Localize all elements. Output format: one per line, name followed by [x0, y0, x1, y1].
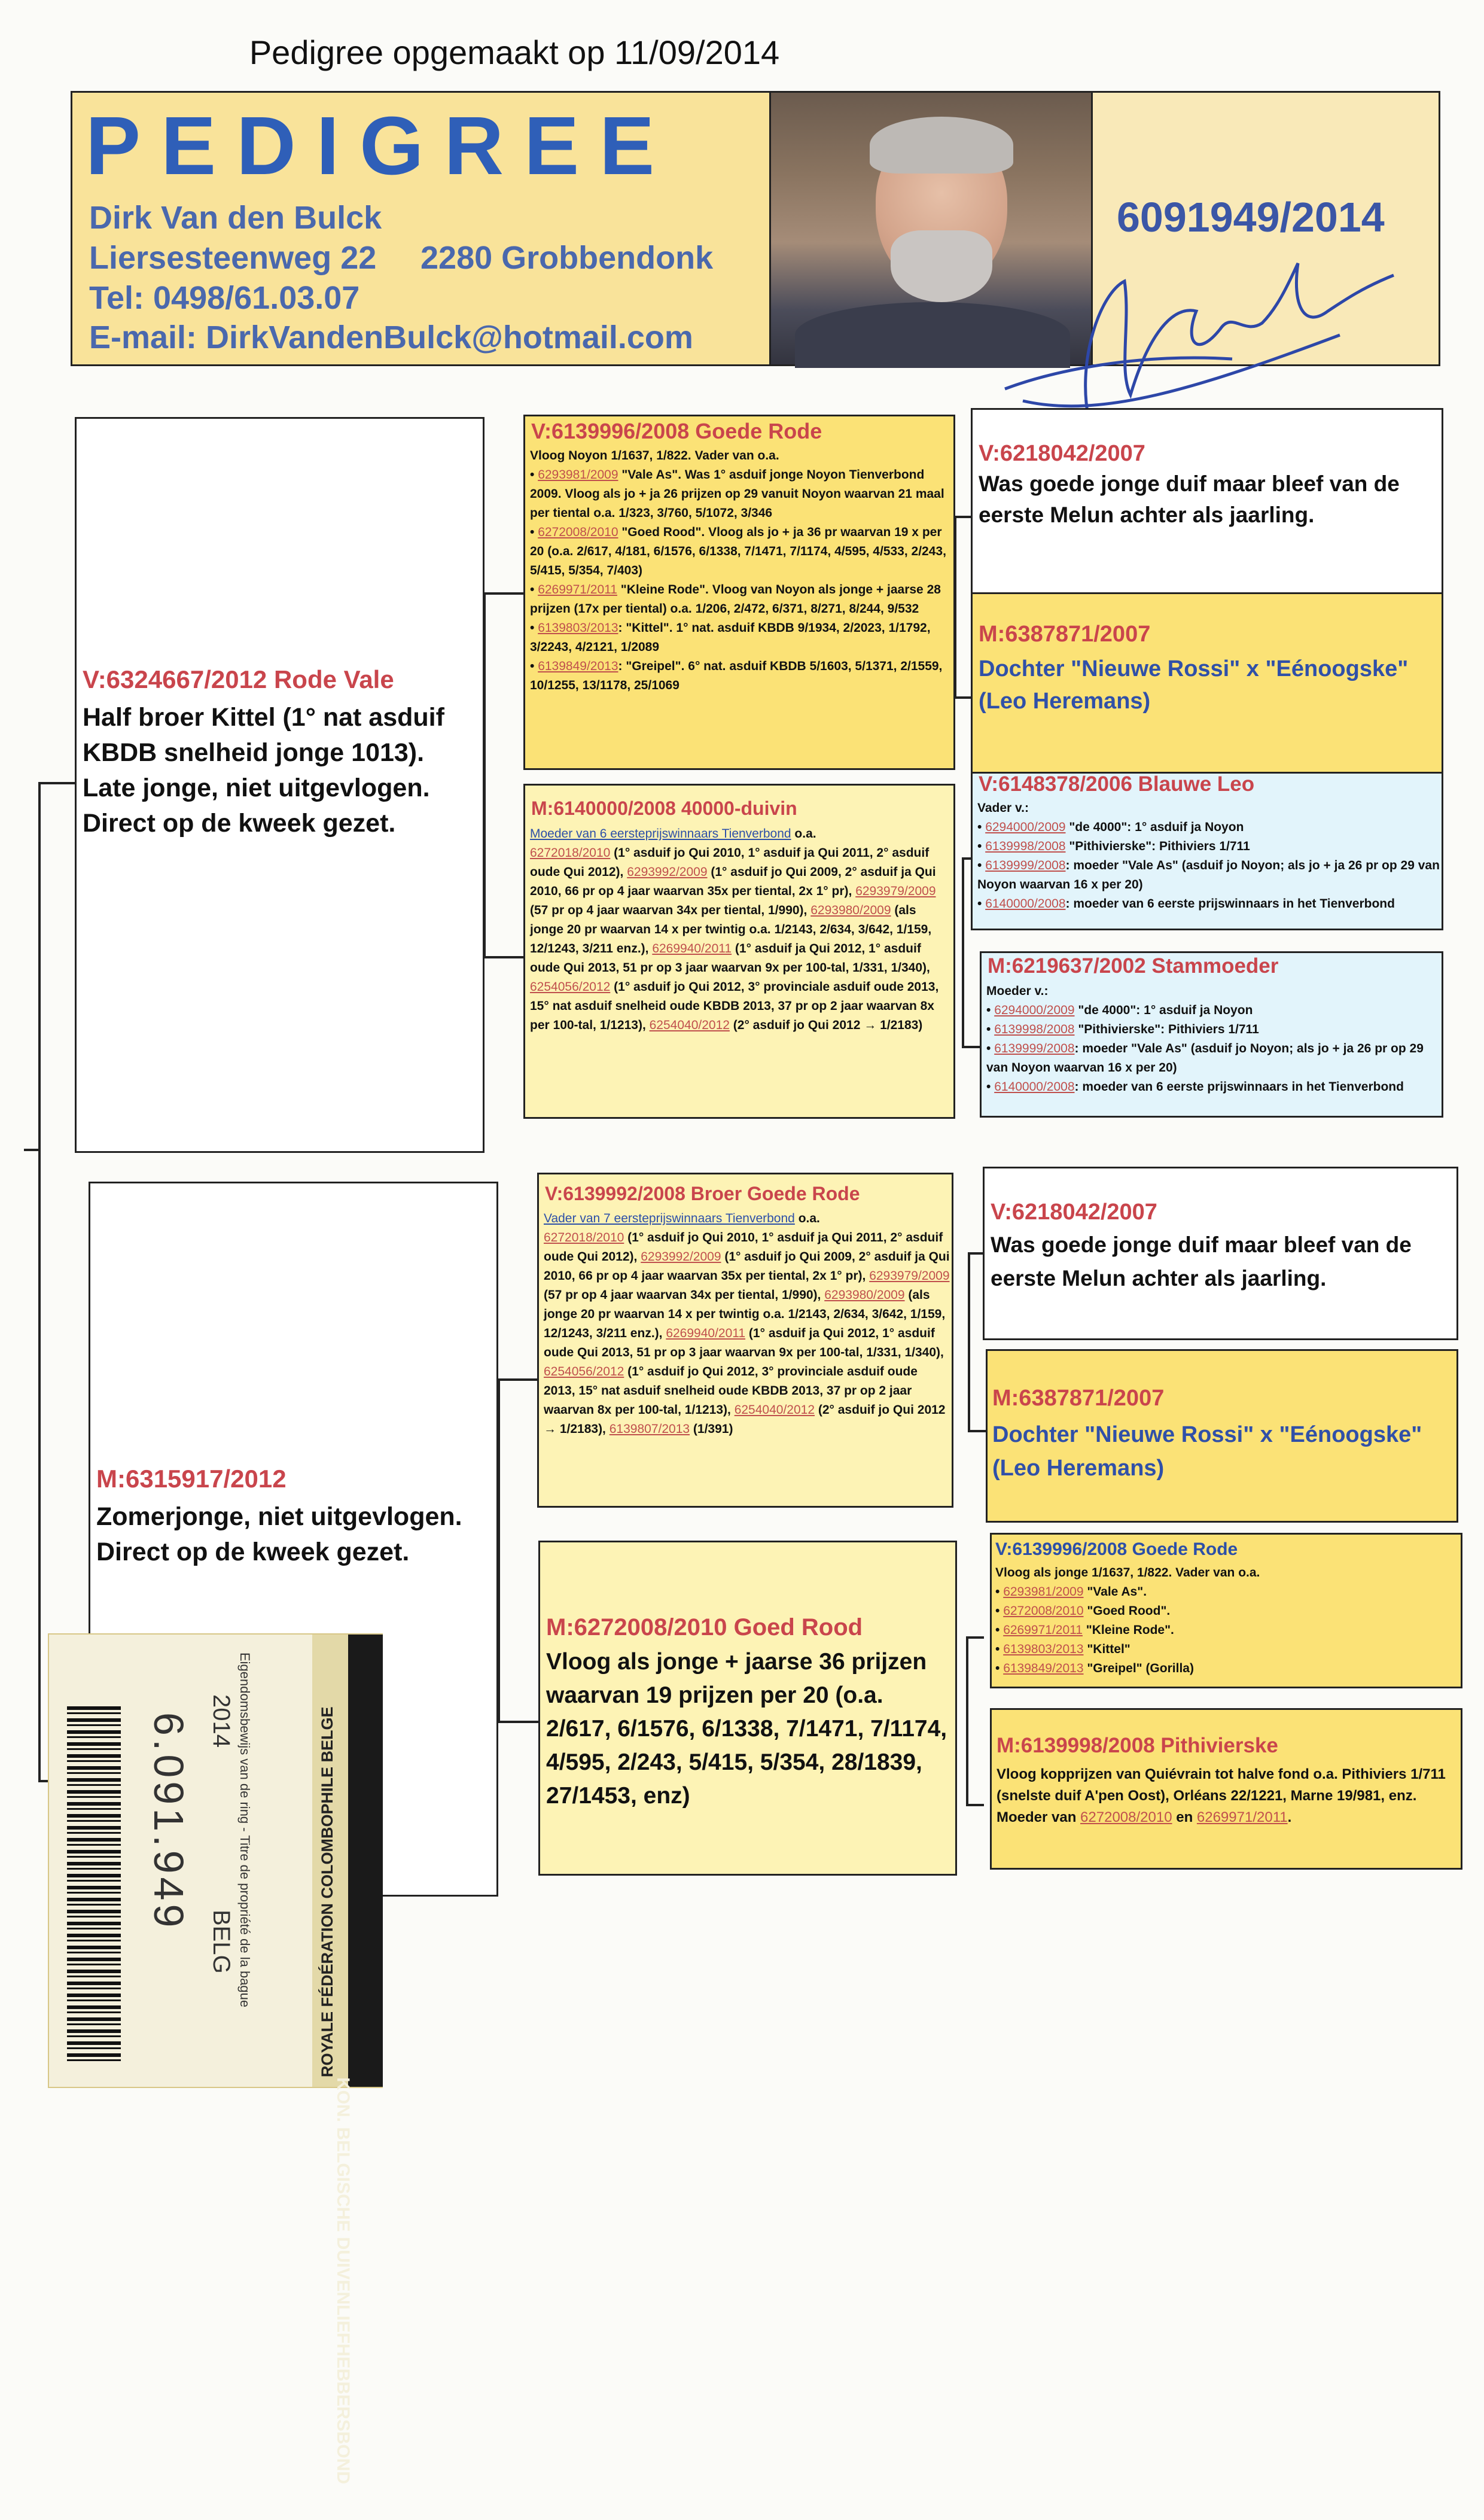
mmf-card — [990, 1533, 1462, 1688]
maternal-grandsire-text: Vader van 7 eersteprijswinnaars Tienverbond o.a. 6272018/2010 (1° asduif jo Qui 2010, 1° asduif ja Qui 2011, 2° asduif oude Qui 2012), 6293992/2009 (1° asduif jo Qui 2009, 2° asduif ja Qui 2010, 66 pr op 4 jaar waarvan 35x per tiental, 2x 1° pr), 6293979/2009 (57 pr op 4 jaar waarvan 34x per tiental, 1/990), 6293980/2009 (als jonge 20 pr waarvan 14 x per twintig o.a. 1/2143, 2/634, 3/642, 1/159, 12/1243, 3/211 enz.), 6269940/2011 (1° asduif ja Qui 2012, 1° asduif oude Qui 2013, 51 pr op 3 jaar waarvan 9x per 100-tal, 1/331, 1/340), 6254056/2012 (1° asduif jo Qui 2012, 3° provinciale asduif oude 2013, 15° nat asduif snelheid oude KBDB 2013, 37 pr op 2 jaar waarvan 8x per 100-tal, 1/1213), 6254040/2012 (2° asduif jo Qui 2012 → 1/2183), 6139807/2013 (1/391) — [544, 1212, 950, 1436]
sticker-country: BELG — [208, 1910, 234, 1974]
maternal-grandsire-card — [537, 1173, 953, 1508]
mmf-ring: V:6139996/2008 Goede Rode — [995, 1539, 1238, 1559]
breeder-street: Liersesteenweg 22 — [89, 240, 377, 276]
paternal-grandsire-ring: V:6139996/2008 Goede Rode — [531, 419, 822, 443]
breeder-email[interactable]: E-mail: DirkVandenBulck@hotmail.com — [89, 319, 693, 355]
mmm-text: Vloog kopprijzen van Quiévrain tot halve fond o.a. Pithiviers 1/711 (snelste duif A'pen Oost), Orléans 22/1221, Marne 19/981, enz. Moeder van 6272008/2010 en 6269971/2011. — [997, 1766, 1446, 1825]
fff-text: Was goede jonge duif maar bleef van de eerste Melun achter als jaarling. — [979, 471, 1400, 527]
sticker-ownership: Eigendomsbewijs van de ring - Titre de propriété de la bague — [237, 1652, 252, 2008]
mother-ring: M:6315917/2012 — [96, 1465, 287, 1493]
paternal-granddam-ring: M:6140000/2008 40000-duivin — [531, 798, 797, 819]
fmm-text: Moeder v.: • 6294000/2009 "de 4000": 1° asduif ja Noyon • 6139998/2008 "Pithivierske": Pithiviers 1/711 • 6139999/2008: moeder "Vale As" (asduif jo Noyon; als jo + ja 26 pr op 29 van Noyon waarvan 16 x per 20) • 6140000/2008: moeder van 6 eerste prijswinnaars in het Tienverbond — [986, 984, 1424, 1094]
mff-ring: V:6218042/2007 — [991, 1200, 1157, 1225]
barcode-icon — [67, 1706, 121, 2065]
mfm-ring: M:6387871/2007 — [992, 1386, 1165, 1411]
breeder-phone: Tel: 0498/61.03.07 — [89, 280, 360, 316]
breeder-info-panel — [72, 93, 769, 364]
father-ring: V:6324667/2012 Rode Vale — [83, 665, 394, 693]
maternal-granddam-ring: M:6272008/2010 Goed Rood — [546, 1614, 863, 1641]
paternal-grandsire-card — [523, 415, 955, 770]
mff-text: Was goede jonge duif maar bleef van de eerste Melun achter als jaarling. — [991, 1232, 1412, 1291]
mfm-text: Dochter "Nieuwe Rossi" x "Eénoogske" (Leo Heremans) — [992, 1422, 1422, 1481]
mmm-card — [990, 1708, 1462, 1870]
sticker-ring-number: 6.091.949 — [145, 1712, 192, 1931]
pedigree-brand: PEDIGREE — [86, 100, 675, 192]
fmm-card — [980, 951, 1443, 1118]
sticker-org-fr: ROYALE FÉDÉRATION COLOMBOPHILE BELGE — [318, 1706, 336, 2077]
ring-certificate-sticker — [48, 1633, 383, 2485]
breeder-name: Dirk Van den Bulck — [89, 200, 382, 236]
ffm-card — [971, 592, 1443, 787]
fff-card — [971, 408, 1443, 601]
sticker-year: 2014 — [208, 1694, 234, 1748]
mfm-card — [986, 1349, 1458, 1523]
mmf-text: Vloog als jonge 1/1637, 1/822. Vader van o.a. • 6293981/2009 "Vale As". • 6272008/2010 "Goed Rood". • 6269971/2011 "Kleine Rode". • 6139803/2013 "Kittel" • 6139849/2013 "Greipel" (Gorilla) — [995, 1566, 1260, 1675]
mff-card — [983, 1167, 1458, 1340]
maternal-granddam-text: Vloog als jonge + jaarse 36 prijzen waarvan 19 prijzen per 20 (o.a. 2/617, 6/1576, 6/1338, 7/1471, 7/1174, 4/595, 2/243, 5/415, 5/354, 28/1839, 27/1453, enz) — [546, 1649, 947, 1809]
paternal-granddam-text: Moeder van 6 eersteprijswinnaars Tienverbond o.a. 6272018/2010 (1° asduif jo Qui 2010, 1° asduif ja Qui 2011, 2° asduif oude Qui 2012), 6293992/2009 (1° asduif jo Qui 2009, 2° asduif ja Qui 2010, 66 pr op 4 jaar waarvan 35x per tiental, 2x 1° pr), 6293979/2009 (57 pr op 4 jaar waarvan 34x per tiental, 1/990), 6293980/2009 (als jonge 20 pr waarvan 14 x per twintig o.a. 1/2143, 2/634, 3/642, 1/159, 12/1243, 3/211 enz.), 6269940/2011 (1° asduif ja Qui 2012, 1° asduif oude Qui 2013, 51 pr op 3 jaar waarvan 9x per 100-tal, 1/331, 1/340), 6254056/2012 (1° asduif jo Qui 2012, 3° provinciale asduif oude 2013, 15° nat asduif snelheid oude KBDB 2013, 37 pr op 2 jaar waarvan 8x per 100-tal, 1/1213), 6254040/2012 (2° asduif jo Qui 2012 → 1/2183) — [530, 827, 939, 1032]
sticker-org-nl: KON. BELGISCHE DUIVENLIEFHEBBERSBOND — [333, 2077, 353, 2485]
fff-ring: V:6218042/2007 — [979, 441, 1145, 466]
paternal-grandsire-text: Vloog Noyon 1/1637, 1/822. Vader van o.a. • 6293981/2009 "Vale As". Was 1° asduif jonge Noyon Tienverbond 2009. Vloog als jo + ja 26 prijzen op 29 vanuit Noyon waarvan 21 maal per tiental o.a. 1/323, 3/760, 5/1072, 3/346 • 6272008/2010 "Goed Rood". Vloog als jo + ja 36 pr waarvan 19 x per 20 (o.a. 2/617, 4/181, 6/1576, 6/1338, 7/1471, 7/1174, 4/595, 4/533, 2/243, 5/415, 5/354, 7/403) • 6269971/2011 "Kleine Rode". Vloog van Noyon als jonge + jaarse 28 prijzen (17x per tiental) o.a. 1/206, 2/472, 6/371, 8/271, 8/244, 9/532 • 6139803/2013: "Kittel". 1° nat. asduif KBDB 9/1934, 2/2023, 1/1792, 3/2243, 4/2121, 1/2089 • 6139849/2013: "Greipel". 6° nat. asduif KBDB 5/1603, 5/1371, 2/1559, 10/1255, 13/1178, 25/1069 — [530, 449, 946, 692]
document-title: Pedigree opgemaakt op 11/09/2014 — [249, 34, 780, 71]
signature-icon — [981, 239, 1412, 437]
mmm-ring: M:6139998/2008 Pithivierske — [997, 1734, 1278, 1757]
ffm-text: Dochter "Nieuwe Rossi" x "Eénoogske" (Leo Heremans) — [979, 656, 1409, 714]
breeder-city: 2280 Grobbendonk — [420, 240, 714, 276]
father-description: Half broer Kittel (1° nat asduif KBDB snelheid jonge 1013). Late jonge, niet uitgevlogen. Direct op de kweek gezet. — [83, 703, 444, 838]
maternal-grandsire-ring: V:6139992/2008 Broer Goede Rode — [545, 1183, 860, 1204]
ffm-ring: M:6387871/2007 — [979, 622, 1151, 647]
mother-description: Zomerjonge, niet uitgevlogen. Direct op de kweek gezet. — [96, 1502, 462, 1566]
fmf-card — [971, 772, 1443, 930]
father-card — [75, 417, 484, 1153]
maternal-granddam-card — [538, 1541, 957, 1876]
pigeon-ring-number: 6091949/2014 — [1117, 194, 1385, 241]
fmf-text: Vader v.: • 6294000/2009 "de 4000": 1° asduif ja Noyon • 6139998/2008 "Pithivierske": Pithiviers 1/711 • 6139999/2008: moeder "Vale As" (asduif jo Noyon; als jo + ja 26 pr op 29 van Noyon waarvan 16 x per 20) • 6140000/2008: moeder van 6 eerste prijswinnaars in het Tienverbond — [977, 801, 1440, 911]
fmm-ring: M:6219637/2002 Stammoeder — [988, 954, 1279, 978]
fmf-ring: V:6148378/2006 Blauwe Leo — [979, 772, 1255, 796]
paternal-granddam-card — [523, 784, 955, 1119]
